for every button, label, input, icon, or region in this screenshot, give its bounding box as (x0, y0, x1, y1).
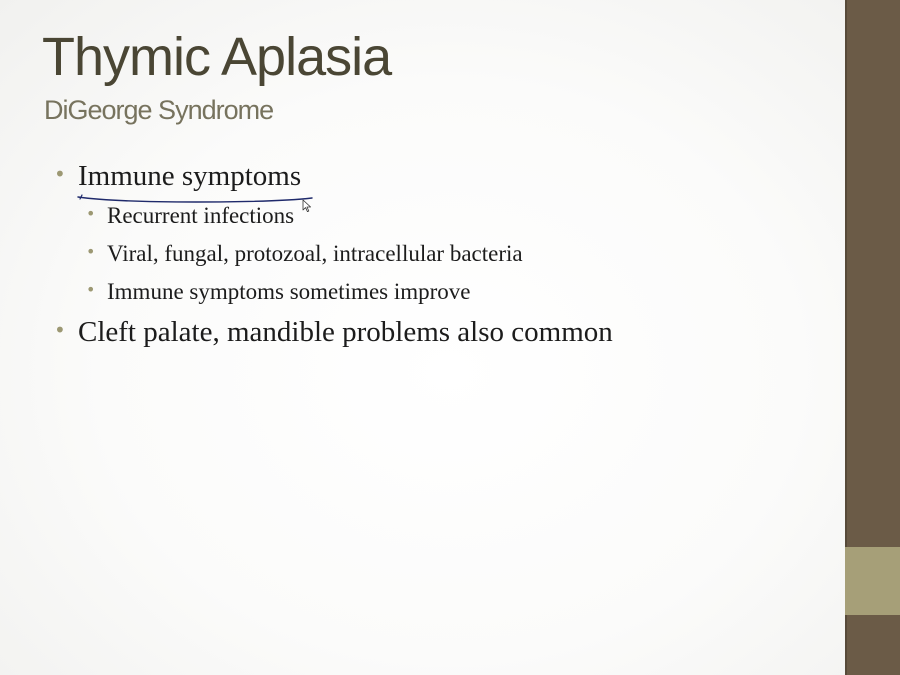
sub-bullet-item (86, 279, 471, 305)
bullet-text: Cleft palate, mandible problems also common (78, 316, 613, 348)
bullet-dot-icon: • (54, 318, 66, 342)
sub-bullet-item (86, 241, 523, 267)
bullet-text: Immune symptoms (78, 160, 302, 192)
bullet-dot-icon: • (86, 204, 96, 223)
slide-subtitle: DiGeorge Syndrome (44, 95, 274, 125)
slide-title: Thymic Aplasia (42, 27, 392, 87)
bullet-dot-icon: • (86, 242, 96, 261)
bullet-dot-icon: • (86, 280, 96, 299)
bullet-item-immune-symptoms (54, 160, 302, 193)
bullet-dot-icon: • (54, 162, 66, 186)
bullet-item-cleft-palate (54, 316, 613, 349)
sub-bullet-text: Viral, fungal, protozoal, intracellular bacteria (107, 241, 523, 266)
mouse-cursor-icon (302, 199, 312, 213)
sub-bullet-text: Recurrent infections (107, 203, 295, 228)
pen-underline-icon (76, 193, 316, 213)
sub-bullet-text: Immune symptoms sometimes improve (107, 279, 471, 304)
sidebar-accent-block (845, 547, 900, 615)
